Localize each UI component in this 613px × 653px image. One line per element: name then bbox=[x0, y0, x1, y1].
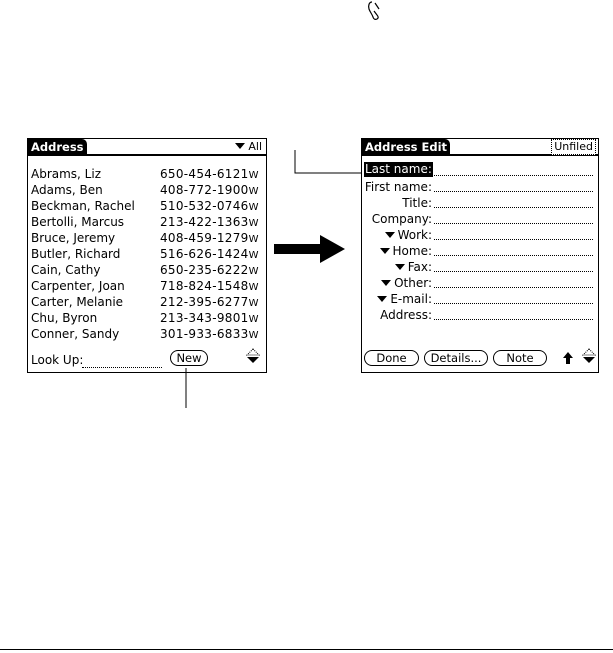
phone-number: 516-626-1424 bbox=[160, 247, 249, 261]
field-label bbox=[402, 195, 432, 211]
edit-field-row[interactable] bbox=[362, 211, 598, 227]
list-item[interactable] bbox=[31, 182, 263, 198]
phone-type: W bbox=[248, 218, 259, 229]
title-bar bbox=[28, 139, 266, 156]
details-button[interactable]: Details... bbox=[424, 350, 488, 366]
address-edit-screen bbox=[361, 138, 599, 373]
phone-number: 408-459-1279 bbox=[160, 231, 249, 245]
contact-name: Bertolli, Marcus bbox=[31, 215, 125, 229]
field-label-text: First name: bbox=[364, 180, 432, 194]
contact-name: Butler, Richard bbox=[31, 247, 121, 261]
scroll-arrows-icon[interactable] bbox=[582, 348, 596, 364]
list-item[interactable] bbox=[31, 198, 263, 214]
field-input[interactable] bbox=[434, 271, 593, 272]
list-item[interactable] bbox=[31, 310, 263, 326]
phone-number: 718-824-1548 bbox=[160, 279, 249, 293]
edit-field-row[interactable] bbox=[362, 275, 598, 291]
scroll-arrows-icon[interactable] bbox=[246, 348, 260, 364]
edit-field-row[interactable] bbox=[362, 227, 598, 243]
field-label[interactable] bbox=[385, 227, 432, 243]
field-input[interactable] bbox=[434, 191, 593, 192]
phone-number: 650-454-6121 bbox=[160, 167, 249, 181]
contact-name: Conner, Sandy bbox=[31, 327, 120, 341]
lookup-input[interactable] bbox=[82, 367, 162, 368]
contact-name: Beckman, Rachel bbox=[31, 199, 135, 213]
edit-field-row[interactable] bbox=[362, 307, 598, 323]
tap-icon bbox=[366, 0, 382, 24]
field-label bbox=[372, 211, 432, 227]
field-label-text: Title: bbox=[402, 196, 432, 210]
field-label[interactable] bbox=[381, 275, 432, 291]
phone-type: W bbox=[248, 250, 259, 261]
list-item[interactable] bbox=[31, 278, 263, 294]
field-label bbox=[365, 179, 432, 195]
phone-number: 213-343-9801 bbox=[160, 311, 249, 325]
done-button[interactable]: Done bbox=[364, 350, 419, 366]
field-input[interactable] bbox=[434, 223, 593, 224]
contact-name: Abrams, Liz bbox=[31, 167, 102, 181]
field-input[interactable] bbox=[434, 207, 593, 208]
callout-line-new bbox=[183, 368, 189, 410]
contact-name: Carpenter, Joan bbox=[31, 279, 125, 293]
list-item[interactable] bbox=[31, 246, 263, 262]
list-item[interactable] bbox=[31, 166, 263, 182]
contact-name: Cain, Cathy bbox=[31, 263, 101, 277]
field-label[interactable] bbox=[380, 243, 432, 259]
field-label-selected: Last name: bbox=[365, 162, 432, 176]
contact-phone bbox=[160, 326, 259, 344]
contact-name: Adams, Ben bbox=[31, 183, 103, 197]
edit-field-row[interactable] bbox=[362, 259, 598, 275]
triangle-down-icon bbox=[395, 264, 405, 270]
phone-type: W bbox=[248, 314, 259, 325]
edit-field-row[interactable] bbox=[362, 243, 598, 259]
new-button[interactable]: New bbox=[170, 350, 208, 366]
list-item[interactable] bbox=[31, 214, 263, 230]
phone-number: 212-395-6277 bbox=[160, 295, 249, 309]
edit-field-row[interactable] bbox=[362, 195, 598, 211]
lookup-label: Look Up: bbox=[31, 353, 84, 367]
phone-type: W bbox=[248, 202, 259, 213]
phone-number: 408-772-1900 bbox=[160, 183, 249, 197]
phone-type: W bbox=[248, 234, 259, 245]
field-input[interactable] bbox=[434, 255, 593, 256]
field-label-text: Address: bbox=[380, 308, 432, 322]
phone-type: W bbox=[248, 170, 259, 181]
list-item[interactable] bbox=[31, 262, 263, 278]
field-input[interactable] bbox=[434, 239, 593, 240]
screen-title[interactable]: Address bbox=[28, 139, 87, 156]
screen-title: Address Edit bbox=[362, 139, 450, 156]
triangle-down-icon bbox=[381, 280, 391, 286]
field-input[interactable] bbox=[434, 303, 593, 304]
edit-field-row[interactable] bbox=[362, 163, 598, 179]
list-item[interactable] bbox=[31, 294, 263, 310]
right-arrow-icon bbox=[274, 234, 346, 264]
list-item[interactable] bbox=[31, 230, 263, 246]
up-arrow-icon[interactable] bbox=[562, 351, 574, 365]
edit-fields bbox=[362, 163, 598, 323]
triangle-down-icon bbox=[235, 143, 245, 149]
phone-number: 650-235-6222 bbox=[160, 263, 249, 277]
phone-type: W bbox=[248, 298, 259, 309]
field-input[interactable] bbox=[434, 319, 593, 320]
list-item[interactable] bbox=[31, 326, 263, 342]
field-input[interactable] bbox=[434, 175, 593, 176]
category-picker[interactable]: Unfiled bbox=[551, 139, 596, 155]
address-list-screen bbox=[27, 138, 267, 373]
title-bar bbox=[362, 139, 598, 156]
triangle-down-icon bbox=[380, 248, 390, 254]
address-list bbox=[31, 166, 263, 342]
field-label-text: Home: bbox=[392, 244, 432, 258]
phone-type: W bbox=[248, 330, 259, 341]
field-label-text: E-mail: bbox=[390, 292, 432, 306]
phone-number: 213-422-1363 bbox=[160, 215, 249, 229]
triangle-down-icon bbox=[385, 232, 395, 238]
phone-type: W bbox=[248, 282, 259, 293]
title-rule bbox=[28, 154, 266, 156]
contact-name: Carter, Melanie bbox=[31, 295, 124, 309]
field-label[interactable] bbox=[377, 291, 432, 307]
contact-name: Chu, Byron bbox=[31, 311, 98, 325]
phone-number: 510-532-0746 bbox=[160, 199, 249, 213]
edit-field-row[interactable] bbox=[362, 291, 598, 307]
field-label-text: Work: bbox=[397, 228, 432, 242]
field-label-text: Fax: bbox=[407, 260, 432, 274]
phone-type: W bbox=[248, 186, 259, 197]
edit-field-row[interactable] bbox=[362, 179, 598, 195]
triangle-down-icon bbox=[377, 296, 387, 302]
field-label bbox=[380, 307, 432, 323]
phone-number: 301-933-6833 bbox=[160, 327, 249, 341]
contact-name: Bruce, Jeremy bbox=[31, 231, 116, 245]
category-label: All bbox=[248, 140, 262, 153]
callout-line-lastname bbox=[290, 150, 370, 180]
phone-type: W bbox=[248, 266, 259, 277]
field-label-text: Company: bbox=[371, 212, 432, 226]
category-picker[interactable] bbox=[235, 140, 262, 154]
field-label-text: Other: bbox=[394, 276, 432, 290]
note-button[interactable]: Note bbox=[493, 350, 547, 366]
field-input[interactable] bbox=[434, 287, 593, 288]
page-rule bbox=[0, 649, 613, 650]
field-label[interactable] bbox=[395, 259, 432, 275]
